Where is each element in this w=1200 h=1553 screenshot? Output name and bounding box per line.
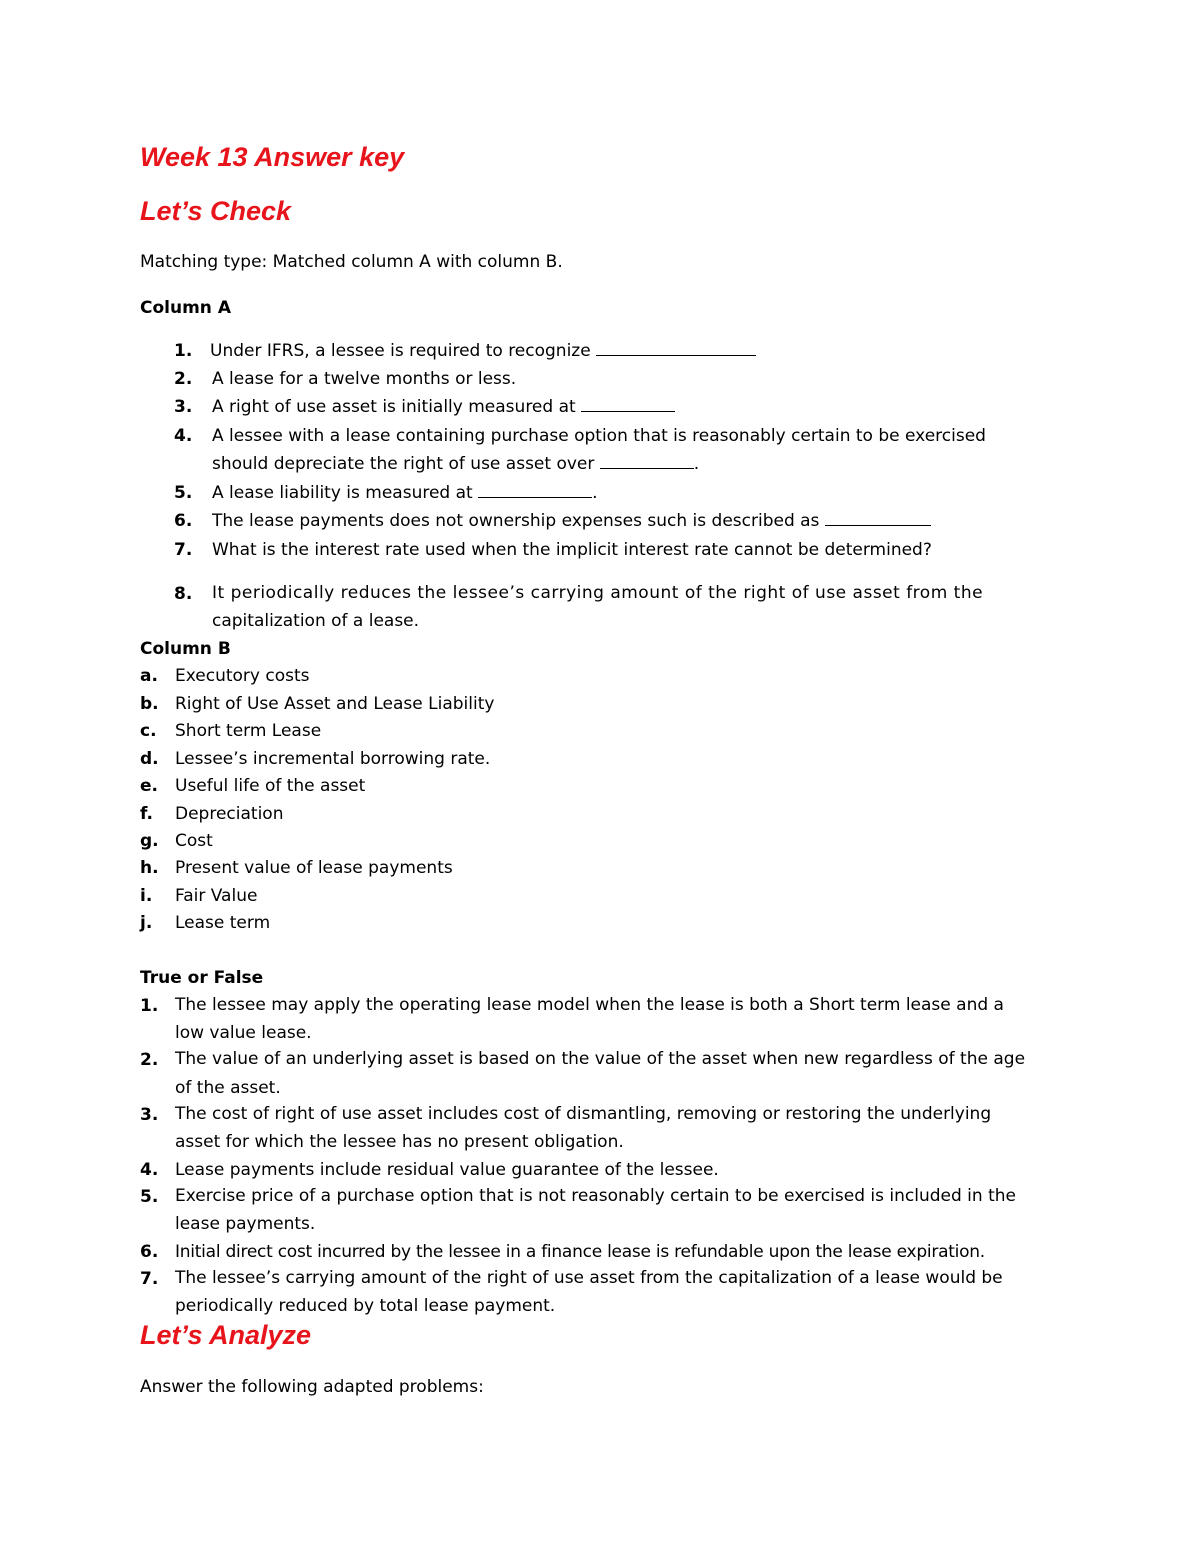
column-b-item: Short term Lease [175,721,322,741]
column-b-heading: Column B [140,639,231,659]
true-false-item-continued: low value lease. [175,1023,312,1043]
column-b-item: Useful life of the asset [175,776,366,796]
true-false-number: 1. [140,996,159,1016]
true-false-item-continued: asset for which the lessee has no present obligation. [175,1132,624,1152]
column-b-letter: i. [140,886,153,906]
true-false-item: The lessee may apply the operating lease model when the lease is both a Short term lease and a [175,995,1004,1015]
true-false-item-continued: periodically reduced by total lease payment. [175,1296,556,1316]
answer-blank [825,510,931,526]
answer-blank [600,453,694,469]
true-false-item: The value of an underlying asset is based on the value of the asset when new regardless of the age [175,1049,1026,1069]
true-false-number: 4. [140,1160,159,1180]
column-a-item: A right of use asset is initially measured at [212,396,675,418]
column-b-letter: h. [140,858,159,878]
column-a-number: 4. [174,426,193,446]
true-false-item: Lease payments include residual value guarantee of the lessee. [175,1160,719,1180]
column-b-letter: b. [140,694,159,714]
column-b-item: Depreciation [175,804,284,824]
column-a-number: 7. [174,540,193,560]
column-b-letter: a. [140,666,158,686]
column-b-item: Lessee’s incremental borrowing rate. [175,749,491,769]
column-a-item: What is the interest rate used when the implicit interest rate cannot be determined? [212,540,932,560]
column-b-item: Lease term [175,913,271,933]
column-a-item: A lessee with a lease containing purchase option that is reasonably certain to be exercised [212,426,986,446]
column-a-item: It periodically reduces the lessee’s carrying amount of the right of use asset from the [212,583,984,603]
true-false-item: The cost of right of use asset includes cost of dismantling, removing or restoring the underlying [175,1104,992,1124]
column-a-item-continued: capitalization of a lease. [212,611,420,631]
column-a-number: 1. [174,341,193,361]
column-b-item: Cost [175,831,213,851]
true-false-number: 3. [140,1105,159,1125]
true-false-item-continued: lease payments. [175,1214,316,1234]
lets-analyze-heading: Let’s Analyze [140,1320,312,1350]
true-false-item: Initial direct cost incurred by the lessee in a finance lease is refundable upon the lease expiration. [175,1242,985,1262]
column-a-item: A lease for a twelve months or less. [212,369,517,389]
analyze-instruction: Answer the following adapted problems: [140,1377,484,1397]
matching-instruction: Matching type: Matched column A with column B. [140,252,563,272]
column-a-number: 3. [174,397,193,417]
answer-blank [478,482,592,498]
true-false-number: 6. [140,1242,159,1262]
column-b-letter: j. [140,913,153,933]
answer-blank [596,340,756,356]
column-a-number: 6. [174,511,193,531]
column-a-number: 2. [174,369,193,389]
answer-blank [581,396,675,412]
column-a-number: 8. [174,584,193,604]
true-false-heading: True or False [140,968,264,988]
true-false-number: 7. [140,1269,159,1289]
column-a-item-continued: should depreciate the right of use asset over . [212,454,700,474]
true-false-number: 2. [140,1050,159,1070]
column-b-letter: f. [140,804,153,824]
column-b-item: Present value of lease payments [175,858,453,878]
column-b-letter: g. [140,831,159,851]
column-a-item: The lease payments does not ownership expenses such is described as [212,510,931,532]
column-a-item: A lease liability is measured at . [212,483,598,503]
column-b-letter: d. [140,749,159,769]
column-b-letter: e. [140,776,158,796]
column-a-heading: Column A [140,298,231,318]
true-false-item: Exercise price of a purchase option that is not reasonably certain to be exercised is included in the [175,1186,1016,1206]
true-false-item: The lessee’s carrying amount of the right of use asset from the capitalization of a lease would be [175,1268,1003,1288]
column-b-item: Right of Use Asset and Lease Liability [175,694,495,714]
column-a-number: 5. [174,483,193,503]
column-a-item: Under IFRS, a lessee is required to recognize [210,340,756,362]
column-b-item: Fair Value [175,886,258,906]
true-false-item-continued: of the asset. [175,1078,281,1098]
page-title: Week 13 Answer key [140,142,405,172]
true-false-number: 5. [140,1187,159,1207]
column-b-item: Executory costs [175,666,310,686]
lets-check-heading: Let’s Check [140,196,292,226]
column-b-letter: c. [140,721,157,741]
